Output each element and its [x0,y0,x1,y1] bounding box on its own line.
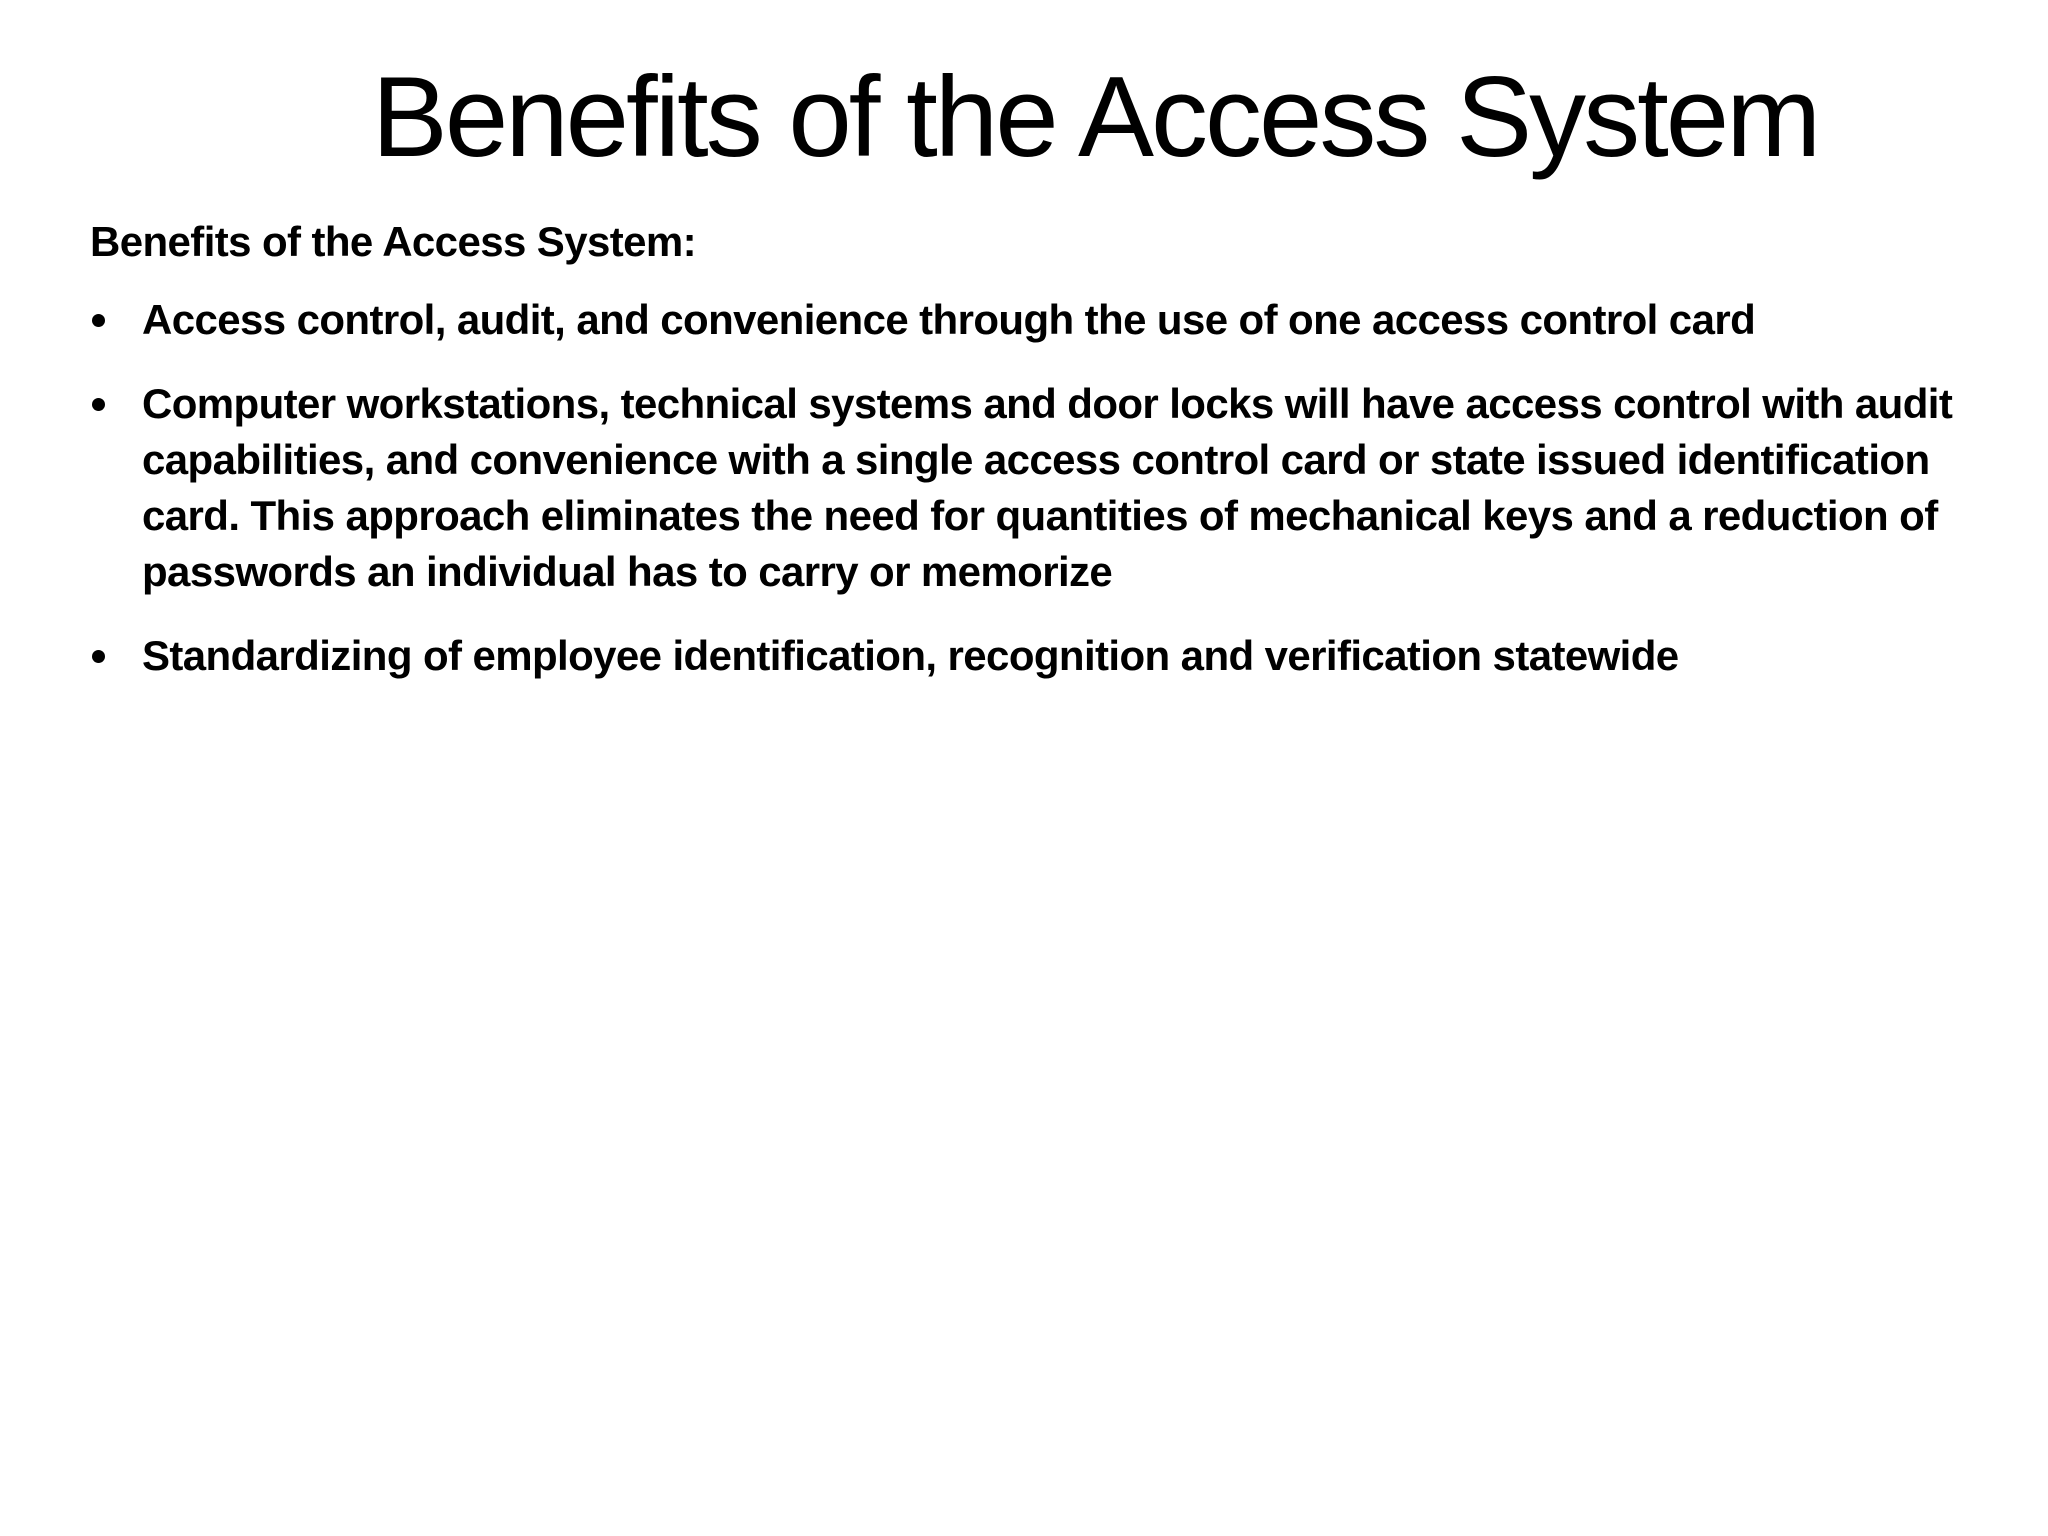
bullet-text: Standardizing of employee identification, recognition and verification statewide [142,632,1679,679]
bullet-item [90,292,1970,348]
bullet-dot-icon [92,314,105,327]
slide-title: Benefits of the Access System [371,54,1819,181]
bullet-text: Access control, audit, and convenience through the use of one access control card [142,296,1756,343]
bullet-dot-icon [92,398,105,411]
lead-text: Benefits of the Access System: [90,218,696,265]
bullet-text: Computer workstations, technical systems and door locks will have access control with audit capabilities, and convenience with a single access control card or state issued identification card. This approach eliminates the need for quantities of mechanical keys and a reduction of passwords an individual has to carry or memorize [142,380,1953,595]
bullet-item [90,376,1970,600]
bullet-dot-icon [92,650,105,663]
slide-body [90,214,1970,712]
bullet-item [90,628,1970,684]
bullet-list [90,292,1970,684]
